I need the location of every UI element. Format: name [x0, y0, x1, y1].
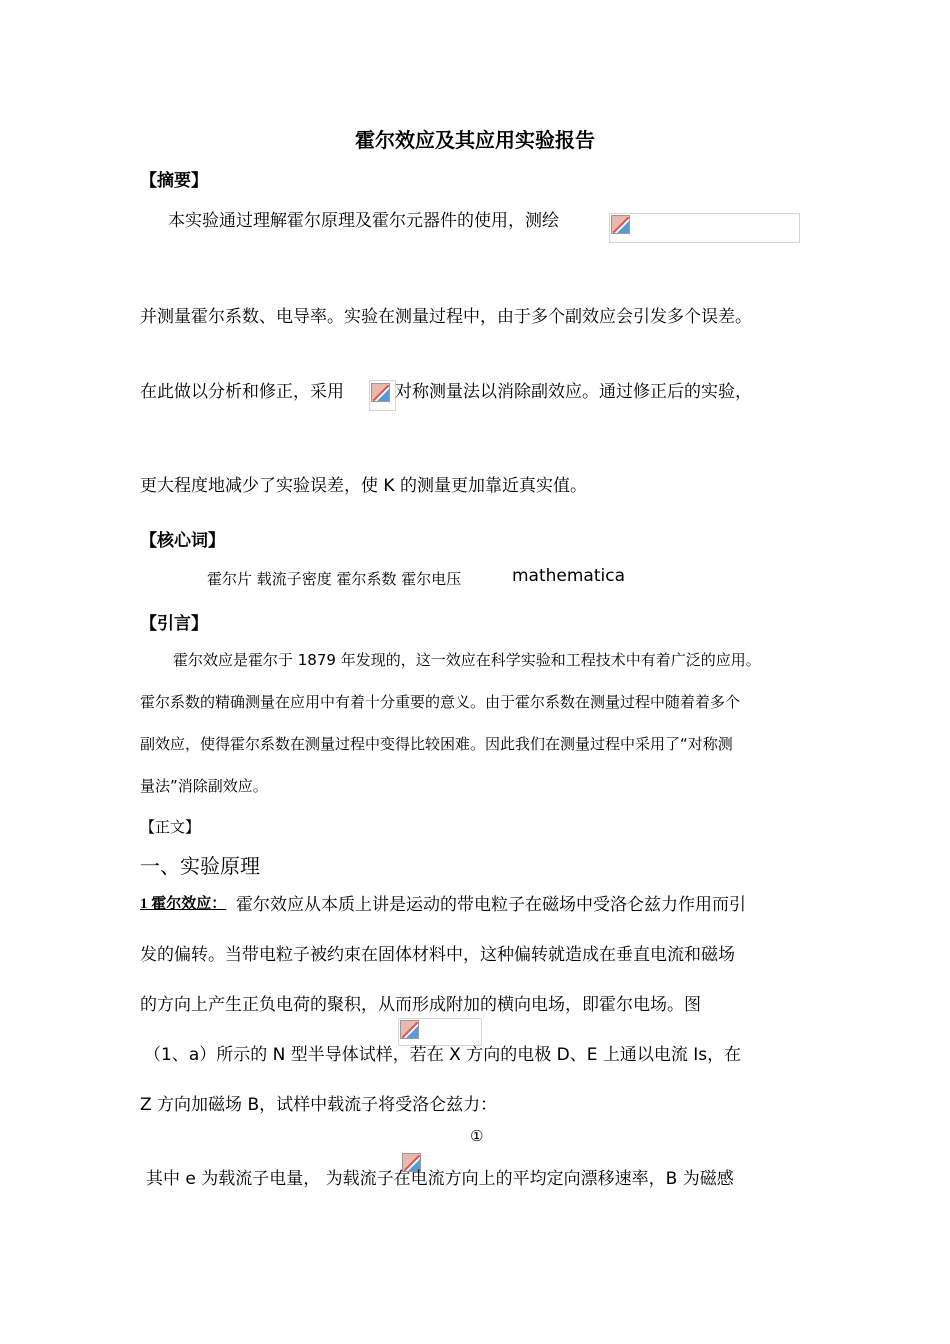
section-line-2: 发的偏转。当带电粒子被约束在固体材料中，这种偏转就造成在垂直电流和磁场 — [140, 945, 735, 965]
keywords-text: 霍尔片 载流子密度 霍尔系数 霍尔电压 — [207, 570, 462, 588]
section-line-1: 霍尔效应从本质上讲是运动的带电粒子在磁场中受洛仑兹力作用而引 — [236, 895, 746, 915]
intro-line-3: 副效应，使得霍尔系数在测量过程中变得比较困难。因此我们在测量过程中采用了“对称测 — [140, 735, 733, 753]
section-line-3: 的方向上产生正负电荷的聚积，从而形成附加的横向电场，即霍尔电场。图 — [140, 995, 701, 1015]
broken-image-icon — [400, 1020, 419, 1039]
abstract-line-1: 本实验通过理解霍尔原理及霍尔元器件的使用，测绘 — [168, 211, 559, 231]
missing-image-placeholder — [609, 213, 800, 243]
section-line-6: 其中 e 为载流子电量， 为载流子在电流方向上的平均定向漂移速率，B 为磁感 — [146, 1169, 734, 1189]
section-heading: 一、实验原理 — [140, 854, 260, 878]
keywords-heading: 【核心词】 — [140, 531, 225, 551]
body-heading: 【正文】 — [140, 820, 201, 836]
intro-line-1: 霍尔效应是霍尔于 1879 年发现的，这一效应在科学实验和工程技术中有着广泛的应用。 — [173, 651, 761, 669]
abstract-heading: 【摘要】 — [140, 171, 208, 191]
intro-line-4: 量法”消除副效应。 — [140, 777, 268, 795]
equation-number: ① — [470, 1127, 484, 1145]
abstract-line-3b: 对称测量法以消除副效应。通过修正后的实验， — [395, 382, 752, 402]
page-title: 霍尔效应及其应用实验报告 — [355, 128, 595, 152]
section-line-4: （1、a）所示的 N 型半导体试样，若在 X 方向的电极 D、E 上通以电流 Is，在 — [144, 1045, 742, 1065]
abstract-line-2: 并测量霍尔系数、电导率。实验在测量过程中，由于多个副效应会引发多个误差。 — [140, 307, 752, 327]
intro-line-2: 霍尔系数的精确测量在应用中有着十分重要的意义。由于霍尔系数在测量过程中随着着多个 — [140, 693, 741, 711]
section-label: 1 霍尔效应： — [140, 896, 227, 912]
abstract-line-3a: 在此做以分析和修正，采用 — [140, 382, 344, 402]
abstract-line-4: 更大程度地减少了实验误差，使 K 的测量更加靠近真实值。 — [140, 476, 587, 496]
broken-image-icon — [611, 215, 630, 234]
broken-image-icon — [371, 383, 390, 402]
intro-heading: 【引言】 — [140, 614, 208, 634]
section-line-5: Z 方向加磁场 B，试样中载流子将受洛仑兹力： — [140, 1095, 498, 1115]
keywords-latin: mathematica — [512, 566, 626, 586]
